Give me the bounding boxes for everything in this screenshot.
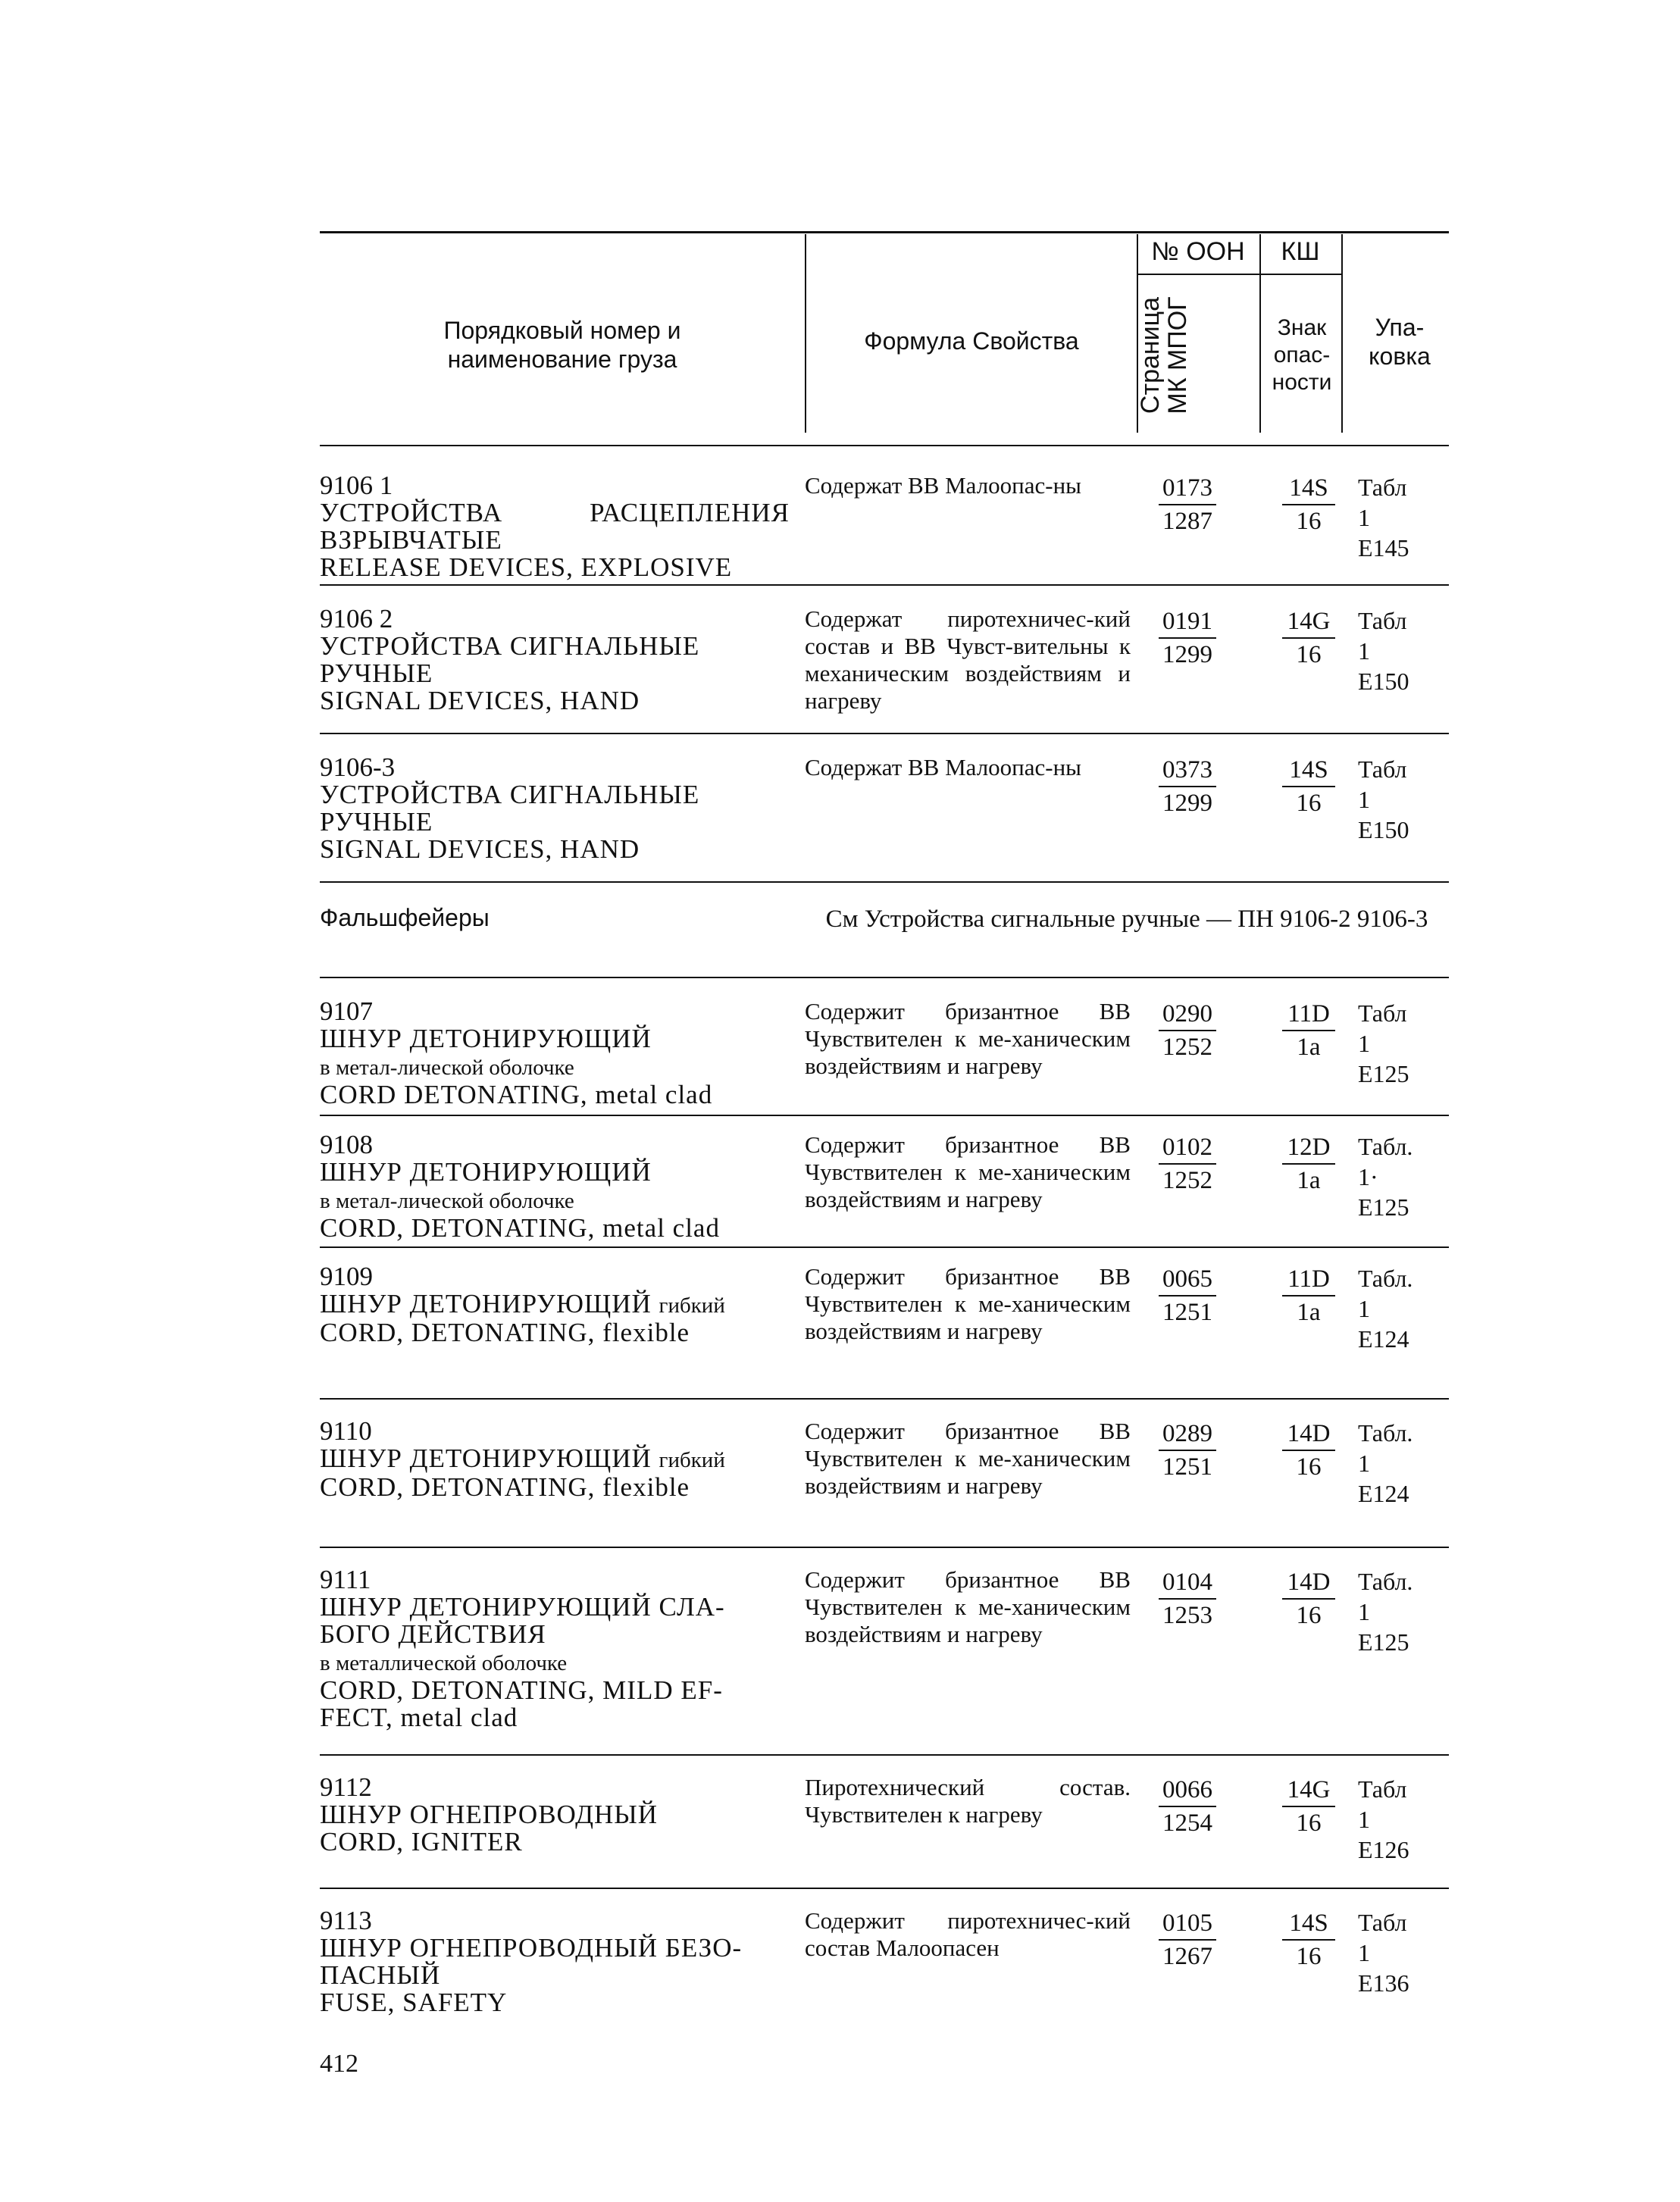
packing: Табл. 1· E125 [1358, 1133, 1413, 1221]
cargo-name: 9113 ШНУР ОГНЕПРОВОДНЫЙ БЕЗО-ПАСНЫЙ FUSE, SAFETY [320, 1906, 743, 2017]
header-divider [805, 234, 806, 433]
header-sign: Знак опас-ности [1272, 315, 1332, 395]
row-rule [320, 584, 1449, 586]
un-number: 0191 1299 [1153, 605, 1222, 671]
properties: Содержит бризантное ВВ Чувствителен к ме-ханическим воздействиям и нагреву [805, 998, 1131, 1079]
un-number: 0066 1254 [1153, 1774, 1222, 1839]
row-number: 9106 1 [320, 471, 393, 500]
properties: Содержит бризантное ВВ Чувствителен к ме-ханическим воздействиям и нагреву [805, 1566, 1131, 1647]
header-un: № ООН [1151, 237, 1245, 266]
un-number: 0373 1299 [1153, 754, 1222, 819]
packing: Табл 1 E145 [1358, 474, 1409, 561]
cargo-name: 9106-3 УСТРОЙСТВА СИГНАЛЬНЫЕ РУЧНЫЕ SIGNAL DEVICES, HAND [320, 752, 700, 864]
ksh-code: 14S 16 [1276, 472, 1341, 537]
row-rule [320, 1888, 1449, 1889]
properties: Содержит бризантное ВВ Чувствителен к ме-ханическим воздействиям и нагреву [805, 1131, 1131, 1212]
header-ksh: КШ [1281, 237, 1320, 266]
header-formula: Формула Свойства [864, 327, 1079, 355]
row-rule [320, 1547, 1449, 1548]
row-rule [320, 733, 1449, 734]
properties: Содержат ВВ Малоопас-ны [805, 754, 1082, 780]
un-number: 0290 1252 [1153, 998, 1222, 1063]
properties: Содержит пиротехничес-кий состав Малоопасен [805, 1907, 1131, 1961]
packing: Табл 1 E136 [1358, 1909, 1409, 1997]
properties: Пиротехнический состав. Чувствителен к нагреву [805, 1774, 1131, 1828]
name-ru: УСТРОЙСТВА РАСЦЕПЛЕНИЯ ВЗРЫВЧАТЫЕ [320, 498, 790, 555]
header-bottom-rule [320, 445, 1449, 446]
properties: Содержит бризантное ВВ Чувствителен к ме-ханическим воздействиям и нагреву [805, 1263, 1131, 1344]
cargo-name: 9111 ШНУР ДЕТОНИРУЮЩИЙ СЛА-БОГО ДЕЙСТВИЯ в металлической оболочке CORD, DETONATING, MILD EF-FECT, metal clad [320, 1565, 725, 1732]
packing: Табл. 1 E125 [1358, 1568, 1413, 1656]
header-pack: Упа-ковка [1369, 314, 1431, 370]
row-rule [320, 1115, 1449, 1116]
cargo-name: 9109 ШНУР ДЕТОНИРУЮЩИЙ гибкий CORD, DETONATING, flexible [320, 1262, 725, 1347]
ksh-code: 11D 1a [1276, 998, 1341, 1063]
row-rule [320, 977, 1449, 978]
cargo-name: 9106 2 УСТРОЙСТВА СИГНАЛЬНЫЕ РУЧНЫЕ SIGNAL DEVICES, HAND [320, 604, 700, 715]
row-rule [320, 1754, 1449, 1756]
cross-reference-row [320, 904, 1449, 965]
un-number: 0105 1267 [1153, 1907, 1222, 1972]
page-number: 412 [320, 2050, 358, 2078]
header-subrule [1137, 274, 1341, 275]
cargo-name: 9112 ШНУР ОГНЕПРОВОДНЫЙ CORD, IGNITER [320, 1772, 659, 1856]
un-number: 0102 1252 [1153, 1131, 1222, 1196]
ksh-code: 14S 16 [1276, 754, 1341, 819]
cargo-name [320, 472, 790, 581]
row-rule [320, 881, 1449, 883]
header-page-ref: Страница МК МПОГ [1136, 296, 1192, 414]
properties: Содержат ВВ Малоопас-ны [805, 472, 1082, 499]
name-en: RELEASE DEVICES, EXPLOSIVE [320, 552, 733, 582]
un-number: 0104 1253 [1153, 1566, 1222, 1631]
row-rule [320, 1246, 1449, 1248]
ksh-code: 14D 16 [1276, 1418, 1341, 1483]
header-name: Порядковый номер и наименование груза [443, 317, 681, 373]
ksh-code: 14D 16 [1276, 1566, 1341, 1631]
un-number: 0065 1251 [1153, 1263, 1222, 1328]
falsh-reference: См Устройства сигнальные ручные — ПН 9106-2 9106-3 [825, 906, 1428, 933]
un-number: 0289 1251 [1153, 1418, 1222, 1483]
packing: Табл 1 E150 [1358, 607, 1409, 695]
row-rule [320, 1398, 1449, 1400]
un-number: 0173 1287 [1153, 472, 1222, 537]
packing: Табл 1 E126 [1358, 1775, 1409, 1863]
cargo-name: 9108 ШНУР ДЕТОНИРУЮЩИЙ в метал-лической оболочке CORD, DETONATING, metal clad [320, 1130, 720, 1243]
packing: Табл 1 E150 [1358, 755, 1409, 843]
properties: Содержат пиротехничес-кий состав и ВВ Чувст-вительны к механическим воздействиям и нагреву [805, 605, 1131, 714]
packing: Табл. 1 E124 [1358, 1265, 1413, 1353]
falsh-name: Фальшфейеры [320, 904, 490, 931]
packing: Табл. 1 E124 [1358, 1419, 1413, 1507]
ksh-code: 14S 16 [1276, 1907, 1341, 1972]
cargo-name: 9107 ШНУР ДЕТОНИРУЮЩИЙ в метал-лической оболочке CORD DETONATING, metal clad [320, 996, 713, 1109]
ksh-code: 11D 1a [1276, 1263, 1341, 1328]
table-header [320, 231, 1449, 447]
ksh-code: 12D 1a [1276, 1131, 1341, 1196]
cargo-name: 9110 ШНУР ДЕТОНИРУЮЩИЙ гибкий CORD, DETONATING, flexible [320, 1416, 725, 1502]
header-divider [1341, 234, 1343, 433]
packing: Табл 1 E125 [1358, 999, 1409, 1087]
ksh-code: 14G 16 [1276, 605, 1341, 671]
ksh-code: 14G 16 [1276, 1774, 1341, 1839]
properties: Содержит бризантное ВВ Чувствителен к ме-ханическим воздействиям и нагреву [805, 1418, 1131, 1499]
